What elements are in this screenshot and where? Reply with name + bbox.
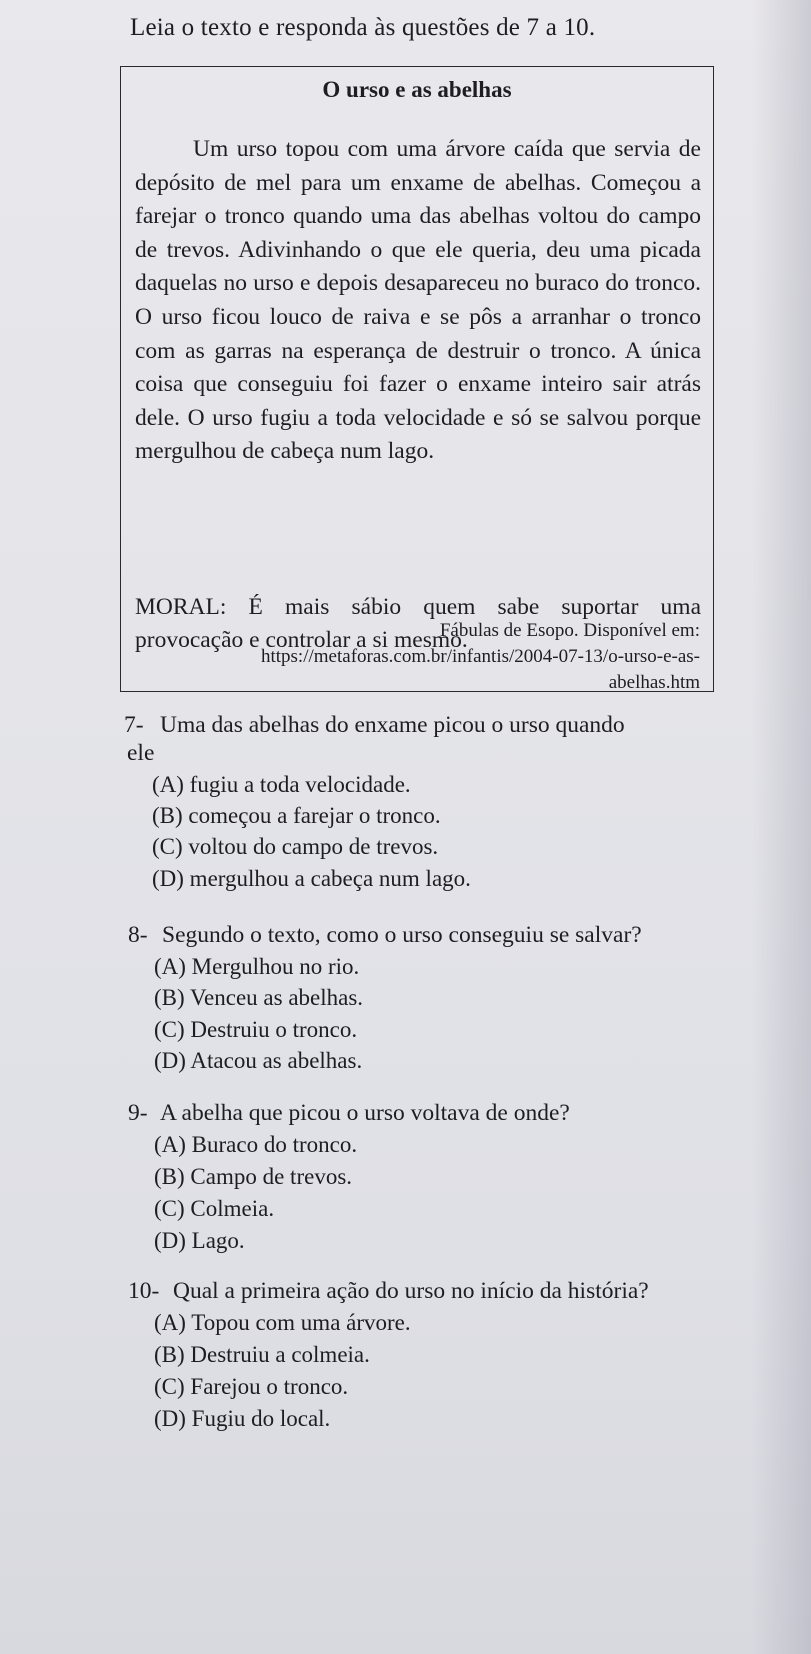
option-a[interactable]: (A) fugiu a toda velocidade. — [152, 772, 411, 797]
question-number: 10- — [128, 1278, 160, 1304]
option-d[interactable]: (D) Fugiu do local. — [154, 1406, 331, 1431]
option-b[interactable]: (B) Venceu as abelhas. — [154, 985, 364, 1010]
option-d[interactable]: (D) Lago. — [154, 1228, 245, 1253]
option-c[interactable]: (C) voltou do campo de trevos. — [152, 834, 439, 859]
option-d[interactable]: (D) Atacou as abelhas. — [154, 1048, 363, 1073]
option-a[interactable]: (A) Mergulhou no rio. — [154, 954, 360, 979]
page-edge-shadow — [751, 0, 811, 1654]
fable-body: Um urso topou com uma árvore caída que servia de depósito de mel para um enxame de abelhas. Começou a farejar o tronco quando uma das abelhas voltou do campo de trevos. Adivinhando o que ele queria, deu uma picada daquelas no urso e depois desapareceu no buraco do tronco. O urso ficou louco de raiva e se pôs a arranhar o tronco com as garras na esperança de destruir o tronco. A única coisa que conseguiu foi fazer o enxame inteiro sair atrás dele. O urso fugiu a toda velocidade e só se salvou porque mergulhou de cabeça num lago. — [135, 136, 701, 465]
question-stem-continued: ele — [127, 740, 155, 766]
fable-title: O urso e as abelhas — [322, 77, 512, 102]
source-line-1: Fábulas de Esopo. Disponível em: — [439, 620, 700, 641]
question-stem: A abelha que picou o urso voltava de onde? — [160, 1100, 570, 1126]
option-a[interactable]: (A) Buraco do tronco. — [154, 1132, 358, 1157]
option-a[interactable]: (A) Topou com uma árvore. — [154, 1310, 411, 1335]
option-c[interactable]: (C) Farejou o tronco. — [154, 1374, 349, 1399]
question-stem: Qual a primeira ação do urso no início da história? — [173, 1278, 649, 1304]
question-number: 7- — [124, 712, 144, 738]
option-c[interactable]: (C) Colmeia. — [154, 1196, 275, 1221]
question-stem: Segundo o texto, como o urso conseguiu se salvar? — [162, 922, 642, 948]
option-b[interactable]: (B) Destruiu a colmeia. — [154, 1342, 370, 1367]
option-b[interactable]: (B) começou a farejar o tronco. — [152, 803, 441, 828]
option-d[interactable]: (D) mergulhou a cabeça num lago. — [152, 866, 471, 891]
source-line-2: https://metaforas.com.br/infantis/2004-07-13/o-urso-e-as- — [260, 646, 700, 667]
fable-box — [120, 66, 714, 692]
question-number: 8- — [128, 922, 148, 948]
option-c[interactable]: (C) Destruiu o tronco. — [154, 1017, 358, 1042]
question-stem: Uma das abelhas do enxame picou o urso quando — [160, 712, 625, 738]
instruction-heading: Leia o texto e responda às questões de 7 a 10. — [130, 14, 596, 41]
option-b[interactable]: (B) Campo de trevos. — [154, 1164, 353, 1189]
question-number: 9- — [128, 1100, 148, 1126]
source-line-3: abelhas.htm — [608, 672, 700, 693]
fable-moral: MORAL: É mais sábio quem sabe suportar uma provocação e controlar a si mesmo. — [135, 594, 701, 653]
